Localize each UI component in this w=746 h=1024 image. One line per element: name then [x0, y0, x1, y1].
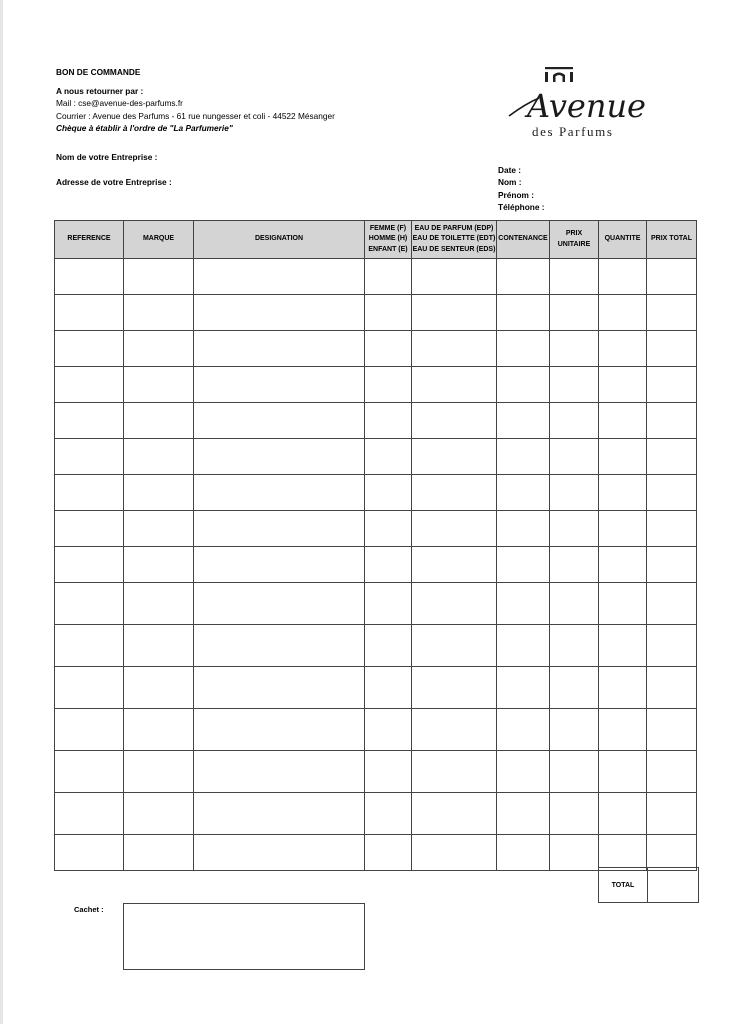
total-label: TOTAL	[599, 868, 648, 903]
table-cell[interactable]	[194, 835, 365, 871]
table-cell[interactable]	[194, 709, 365, 751]
table-cell[interactable]	[497, 625, 550, 667]
table-cell[interactable]	[365, 547, 412, 583]
column-header-line: FEMME (F)	[369, 224, 407, 232]
table-cell[interactable]	[365, 793, 412, 835]
nom-label: Nom :	[498, 177, 522, 187]
table-cell[interactable]	[599, 367, 647, 403]
table-cell[interactable]	[365, 667, 412, 709]
table-cell[interactable]	[599, 439, 647, 475]
table-cell[interactable]	[599, 667, 647, 709]
table-cell[interactable]	[194, 583, 365, 625]
page-edge	[0, 0, 3, 1024]
table-cell[interactable]	[647, 583, 697, 625]
table-cell[interactable]	[194, 547, 365, 583]
table-cell[interactable]	[497, 511, 550, 547]
table-row	[55, 709, 697, 751]
prenom-label: Prénom :	[498, 190, 534, 200]
table-cell[interactable]	[55, 511, 124, 547]
table-cell[interactable]	[55, 751, 124, 793]
table-row	[55, 295, 697, 331]
table-cell[interactable]	[412, 751, 497, 793]
telephone-label: Téléphone :	[498, 202, 545, 212]
total-value-cell[interactable]	[648, 868, 699, 903]
table-cell[interactable]	[599, 475, 647, 511]
table-cell[interactable]	[550, 667, 599, 709]
table-row	[55, 547, 697, 583]
column-header	[194, 221, 365, 259]
table-cell[interactable]	[412, 295, 497, 331]
table-cell[interactable]	[647, 751, 697, 793]
table-cell[interactable]	[124, 331, 194, 367]
table-cell[interactable]	[365, 367, 412, 403]
table-cell[interactable]	[550, 751, 599, 793]
table-cell[interactable]	[194, 793, 365, 835]
order-table	[54, 220, 697, 871]
table-cell[interactable]	[365, 625, 412, 667]
table-cell[interactable]	[599, 511, 647, 547]
table-row	[55, 367, 697, 403]
table-cell[interactable]	[647, 295, 697, 331]
table-cell[interactable]	[365, 583, 412, 625]
table-cell[interactable]	[412, 259, 497, 295]
table-cell[interactable]	[599, 331, 647, 367]
column-header	[412, 221, 497, 259]
table-cell[interactable]	[55, 625, 124, 667]
column-header	[124, 221, 194, 259]
table-cell[interactable]	[647, 547, 697, 583]
table-cell[interactable]	[55, 331, 124, 367]
document-title: BON DE COMMANDE	[56, 67, 141, 77]
table-cell[interactable]	[497, 295, 550, 331]
table-cell[interactable]	[194, 667, 365, 709]
table-cell[interactable]	[550, 331, 599, 367]
table-cell[interactable]	[124, 709, 194, 751]
table-cell[interactable]	[412, 511, 497, 547]
table-cell[interactable]	[647, 367, 697, 403]
table-cell[interactable]	[599, 583, 647, 625]
column-header-line: EAU DE SENTEUR (EDS)	[412, 245, 496, 253]
table-cell[interactable]	[194, 331, 365, 367]
table-cell[interactable]	[412, 331, 497, 367]
table-row	[55, 475, 697, 511]
table-row	[55, 667, 697, 709]
column-header-line: ENFANT (E)	[368, 245, 408, 253]
table-row	[55, 331, 697, 367]
table-cell[interactable]	[497, 667, 550, 709]
table-cell[interactable]	[124, 625, 194, 667]
table-cell[interactable]	[647, 793, 697, 835]
table-cell[interactable]	[194, 751, 365, 793]
column-header	[55, 221, 124, 259]
table-cell[interactable]	[55, 259, 124, 295]
table-cell[interactable]	[55, 793, 124, 835]
table-cell[interactable]	[647, 259, 697, 295]
table-cell[interactable]	[599, 793, 647, 835]
table-cell[interactable]	[497, 751, 550, 793]
column-header-line: PRIX	[565, 230, 583, 237]
table-cell[interactable]	[124, 583, 194, 625]
table-cell[interactable]	[124, 439, 194, 475]
table-cell[interactable]	[647, 331, 697, 367]
table-cell[interactable]	[55, 709, 124, 751]
table-cell[interactable]	[412, 835, 497, 871]
table-cell[interactable]	[124, 403, 194, 439]
table-cell[interactable]	[194, 625, 365, 667]
table-cell[interactable]	[194, 475, 365, 511]
table-cell[interactable]	[412, 439, 497, 475]
table-cell[interactable]	[194, 367, 365, 403]
post-line: Courrier : Avenue des Parfums - 61 rue nungesser et coli - 44522 Mésanger	[56, 111, 335, 121]
table-cell[interactable]	[647, 439, 697, 475]
table-cell[interactable]	[55, 583, 124, 625]
column-header	[365, 221, 412, 259]
mail-line: Mail : cse@avenue-des-parfums.fr	[56, 98, 183, 108]
total-box	[598, 867, 696, 903]
table-cell[interactable]	[647, 709, 697, 751]
table-cell[interactable]	[497, 475, 550, 511]
table-cell[interactable]	[412, 709, 497, 751]
table-cell[interactable]	[412, 547, 497, 583]
table-cell[interactable]	[124, 835, 194, 871]
table-cell[interactable]	[497, 331, 550, 367]
table-cell[interactable]	[124, 547, 194, 583]
table-cell[interactable]	[55, 667, 124, 709]
table-row	[55, 793, 697, 835]
table-cell[interactable]	[599, 625, 647, 667]
table-cell[interactable]	[194, 403, 365, 439]
logo-subtitle: des Parfums	[532, 124, 614, 139]
table-cell[interactable]	[412, 793, 497, 835]
column-header-line: REFERENCE	[67, 235, 111, 243]
column-header-line: UNITAIRE	[557, 240, 591, 248]
table-cell[interactable]	[194, 295, 365, 331]
table-cell[interactable]	[599, 403, 647, 439]
table-header-row	[55, 221, 697, 259]
table-cell[interactable]	[550, 367, 599, 403]
table-cell[interactable]	[124, 367, 194, 403]
arch-emblem-icon	[545, 67, 573, 82]
date-label: Date :	[498, 165, 522, 175]
table-cell[interactable]	[412, 667, 497, 709]
table-cell[interactable]	[365, 259, 412, 295]
table-cell[interactable]	[365, 475, 412, 511]
table-cell[interactable]	[647, 835, 697, 871]
table-cell[interactable]	[55, 295, 124, 331]
column-header-line: EAU DE PARFUM (EDP)	[414, 224, 494, 232]
table-cell[interactable]	[599, 709, 647, 751]
table-cell[interactable]	[599, 259, 647, 295]
table-row	[55, 583, 697, 625]
table-cell[interactable]	[365, 751, 412, 793]
table-cell[interactable]	[647, 475, 697, 511]
table-cell[interactable]	[412, 475, 497, 511]
table-row	[55, 259, 697, 295]
table-cell[interactable]	[194, 259, 365, 295]
column-header	[647, 221, 697, 259]
table-cell[interactable]	[365, 439, 412, 475]
table-cell[interactable]	[599, 295, 647, 331]
column-header-line: DESIGNATION	[254, 235, 304, 243]
table-row	[55, 625, 697, 667]
column-header-line: EAU DE TOILETTE (EDT)	[412, 235, 496, 243]
table-cell[interactable]	[124, 667, 194, 709]
table-cell[interactable]	[365, 709, 412, 751]
column-header-line: PRIX TOTAL	[651, 235, 692, 243]
table-cell[interactable]	[497, 835, 550, 871]
column-header	[497, 221, 550, 259]
table-row	[55, 403, 697, 439]
table-cell[interactable]	[365, 295, 412, 331]
cachet-box[interactable]	[123, 903, 365, 970]
column-header-line: MARQUE	[142, 235, 175, 243]
table-cell[interactable]	[550, 583, 599, 625]
table-cell[interactable]	[550, 625, 599, 667]
table-cell[interactable]	[647, 511, 697, 547]
table-cell[interactable]	[647, 403, 697, 439]
table-cell[interactable]	[599, 751, 647, 793]
table-cell[interactable]	[550, 259, 599, 295]
logo-wordmark: Avenue	[527, 87, 646, 125]
table-row	[55, 751, 697, 793]
table-cell[interactable]	[550, 511, 599, 547]
column-header	[599, 221, 647, 259]
table-cell[interactable]	[55, 835, 124, 871]
table-cell[interactable]	[550, 547, 599, 583]
table-cell[interactable]	[55, 403, 124, 439]
table-cell[interactable]	[365, 835, 412, 871]
table-cell[interactable]	[497, 709, 550, 751]
column-header-line: HOMME (H)	[368, 235, 408, 243]
return-label: A nous retourner par :	[56, 86, 144, 96]
table-cell[interactable]	[124, 751, 194, 793]
company-name-label: Nom de votre Entreprise :	[56, 152, 158, 162]
table-cell[interactable]	[497, 583, 550, 625]
column-header	[550, 221, 599, 259]
table-cell[interactable]	[550, 403, 599, 439]
table-cell[interactable]	[194, 511, 365, 547]
table-cell[interactable]	[365, 331, 412, 367]
table-cell[interactable]	[497, 793, 550, 835]
table-cell[interactable]	[550, 835, 599, 871]
table-row	[55, 511, 697, 547]
table-cell[interactable]	[365, 403, 412, 439]
table-cell[interactable]	[497, 367, 550, 403]
table-cell[interactable]	[497, 403, 550, 439]
table-body	[55, 259, 697, 871]
table-cell[interactable]	[647, 625, 697, 667]
table-cell[interactable]	[599, 835, 647, 871]
table-cell[interactable]	[550, 295, 599, 331]
table-cell[interactable]	[124, 259, 194, 295]
table-cell[interactable]	[550, 709, 599, 751]
table-cell[interactable]	[497, 439, 550, 475]
table-cell[interactable]	[55, 475, 124, 511]
table-cell[interactable]	[124, 511, 194, 547]
table-cell[interactable]	[412, 625, 497, 667]
table-cell[interactable]	[124, 793, 194, 835]
cheque-line: Chèque à établir à l'ordre de "La Parfumerie"	[56, 123, 233, 133]
table-cell[interactable]	[599, 547, 647, 583]
table-cell[interactable]	[647, 667, 697, 709]
company-address-label: Adresse de votre Entreprise :	[56, 177, 172, 187]
table-cell[interactable]	[412, 403, 497, 439]
table-cell[interactable]	[55, 547, 124, 583]
table-cell[interactable]	[497, 547, 550, 583]
cachet-label: Cachet :	[74, 905, 104, 914]
column-header-line: CONTENANCE	[498, 235, 548, 243]
table-cell[interactable]	[497, 259, 550, 295]
table-cell[interactable]	[412, 583, 497, 625]
column-header-line: QUANTITE	[604, 235, 641, 243]
table-cell[interactable]	[550, 439, 599, 475]
table-cell[interactable]	[124, 475, 194, 511]
table-cell[interactable]	[550, 793, 599, 835]
table-cell[interactable]	[412, 367, 497, 403]
table-cell[interactable]	[55, 439, 124, 475]
table-row	[55, 439, 697, 475]
table-cell[interactable]	[194, 439, 365, 475]
table-cell[interactable]	[550, 475, 599, 511]
table-cell[interactable]	[365, 511, 412, 547]
table-row	[55, 835, 697, 871]
table-cell[interactable]	[55, 367, 124, 403]
table-cell[interactable]	[124, 295, 194, 331]
